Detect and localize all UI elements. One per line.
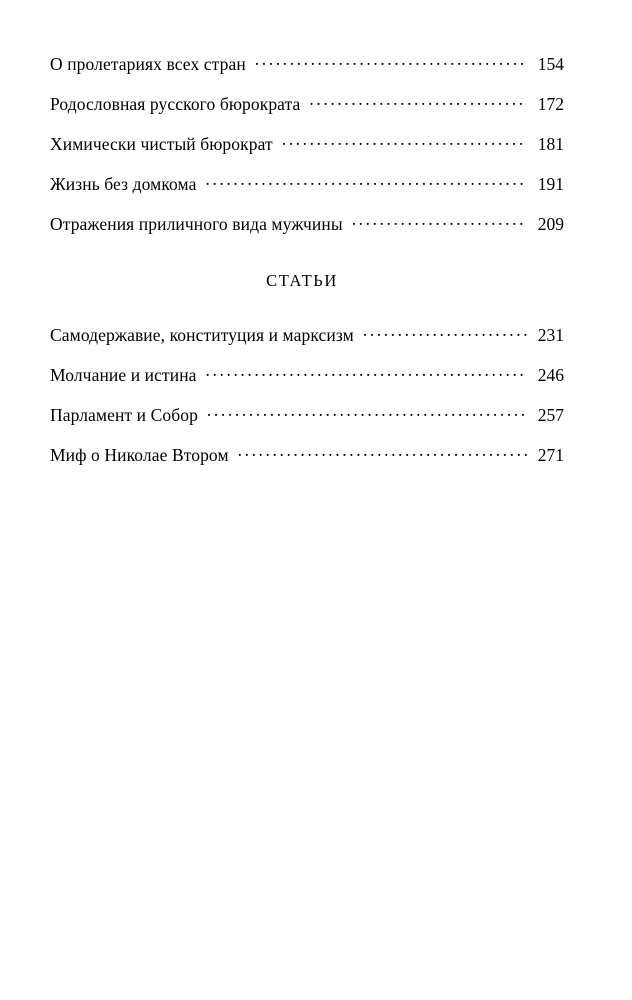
toc-leader-dots	[282, 132, 527, 150]
toc-entry-page: 181	[537, 133, 564, 154]
toc-section-heading: СТАТЬИ	[266, 271, 338, 290]
toc-entry-page: 271	[537, 444, 564, 465]
toc-entry[interactable]	[50, 132, 564, 153]
toc-entry[interactable]	[50, 52, 564, 73]
toc-entry-title: Родословная русского бюрократа	[50, 93, 301, 114]
toc-entry-title: Жизнь без домкома	[50, 173, 197, 194]
toc-leader-dots	[309, 92, 527, 110]
toc-entry-page: 246	[537, 364, 564, 385]
toc-entry-title: Парламент и Собор	[50, 404, 198, 425]
toc-entry[interactable]	[50, 212, 564, 233]
toc-leader-dots	[352, 212, 527, 230]
toc-entry[interactable]	[50, 403, 564, 424]
toc-entry[interactable]	[50, 363, 564, 384]
toc-entry-title: Самодержавие, конституция и марксизм	[50, 324, 354, 345]
toc-entry[interactable]	[50, 443, 564, 464]
toc-leader-dots	[363, 323, 527, 341]
toc-entry-page: 209	[537, 213, 564, 234]
toc-leader-dots	[255, 52, 527, 70]
toc-entry-title: Химически чистый бюрократ	[50, 133, 273, 154]
toc-entry-title: Молчание и истина	[50, 364, 197, 385]
toc-entry-page: 231	[537, 324, 564, 345]
toc-leader-dots	[238, 443, 527, 461]
toc-entry-title: Миф о Николае Втором	[50, 444, 229, 465]
toc-entry[interactable]	[50, 172, 564, 193]
toc-entry[interactable]	[50, 92, 564, 113]
toc-section-articles	[50, 323, 564, 464]
toc-section-first	[50, 52, 564, 233]
toc-entry-page: 172	[537, 93, 564, 114]
toc-entry-title: О пролетариях всех стран	[50, 53, 246, 74]
toc-entry-page: 154	[537, 53, 564, 74]
toc-entry-page: 191	[537, 173, 564, 194]
toc-leader-dots	[205, 172, 527, 190]
toc-entry-title: Отражения приличного вида мужчины	[50, 213, 343, 234]
toc-leader-dots	[207, 403, 527, 421]
toc-entry[interactable]	[50, 323, 564, 344]
toc-entry-page: 257	[537, 404, 564, 425]
toc-leader-dots	[206, 363, 527, 381]
